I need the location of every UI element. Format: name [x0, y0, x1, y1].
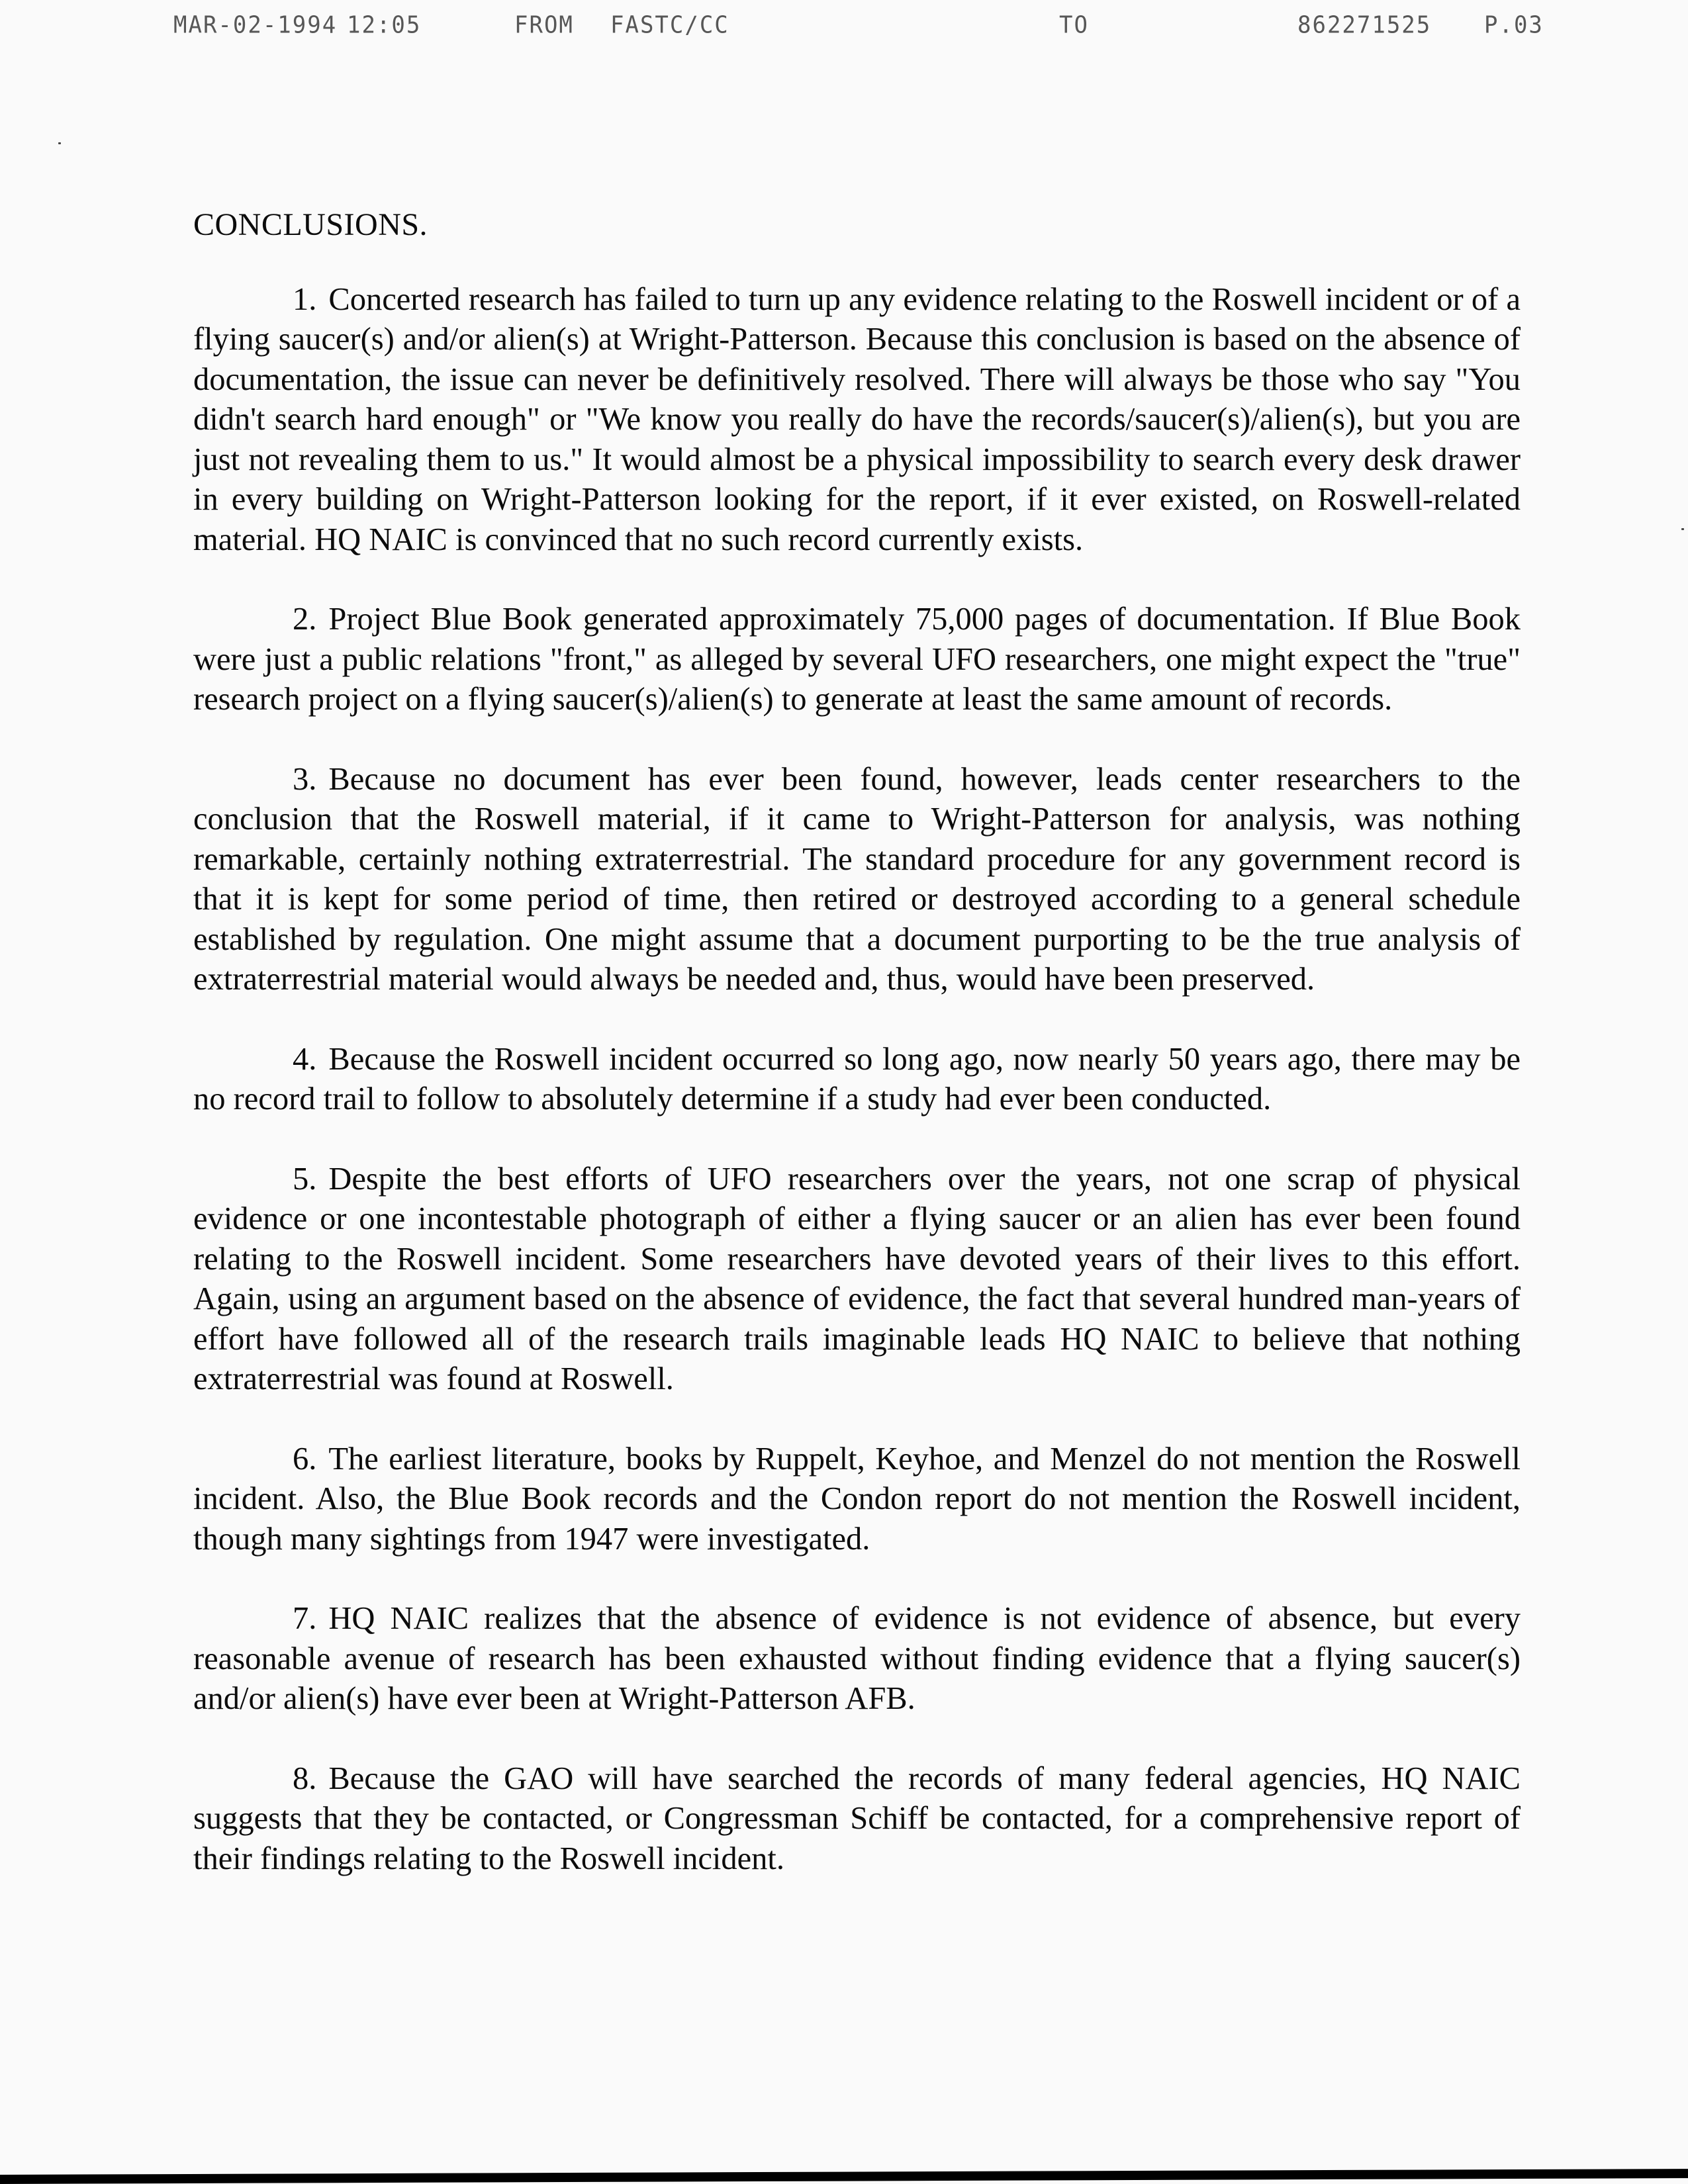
scan-speck: [1681, 528, 1684, 530]
paragraph-text: HQ NAIC realizes that the absence of evidence is not evidence of absence, but every reasonable avenue of research has been exhausted without finding evidence that a flying saucer(s) and/or alien(s) have ever been at Wright-Patterson AFB.: [193, 1601, 1521, 1716]
fax-transmission-header: [173, 11, 1550, 46]
fax-from-label: FROM: [514, 11, 574, 39]
conclusion-paragraph: [193, 1439, 1521, 1560]
fax-time: 12:05: [347, 11, 422, 39]
paragraph-number: 8.: [293, 1760, 317, 1796]
conclusion-paragraph: [193, 1599, 1521, 1719]
scan-speck: [58, 142, 61, 144]
fax-recipient-number: 862271525: [1297, 11, 1432, 39]
section-heading: CONCLUSIONS.: [193, 207, 428, 242]
fax-page-number: P.03: [1484, 11, 1544, 39]
document-body: [193, 205, 1521, 1919]
conclusion-paragraph: [193, 760, 1521, 1000]
paragraph-text: The earliest literature, books by Ruppelt, Keyhoe, and Menzel do not mention the Roswell incident. Also, the Blue Book records and the Condon report do not mention the Roswell incident, though many sightings from 1947 were investigated.: [193, 1441, 1521, 1557]
conclusion-paragraph: [193, 1040, 1521, 1120]
paragraph-number: 5.: [293, 1161, 317, 1197]
conclusion-paragraph: [193, 1160, 1521, 1400]
conclusion-paragraph: [193, 600, 1521, 720]
paragraph-number: 2.: [293, 602, 317, 637]
paragraph-text: Project Blue Book generated approximately 75,000 pages of documentation. If Blue Book were just a public relations "front," as alleged by several UFO researchers, one might expect the "true" research project on a flying saucer(s)/alien(s) to generate at least the same amount of records.: [193, 602, 1521, 717]
paragraph-text: Because no document has ever been found, however, leads center researchers to the conclusion that the Roswell material, if it came to Wright-Patterson for analysis, was nothing remarkable, certainly nothing extraterrestrial. The standard procedure for any government record is that it is kept for some period of time, then retired or destroyed according to a general schedule established by regulation. One might assume that a document purporting to be the true analysis of extraterrestrial material would always be needed and, thus, would have been preserved.: [193, 761, 1521, 997]
paragraph-number: 3.: [293, 761, 317, 797]
fax-sender: FASTC/CC: [610, 11, 729, 39]
fax-date: MAR-02-1994: [173, 11, 338, 39]
paragraph-number: 4.: [293, 1041, 317, 1077]
paragraph-text: Because the GAO will have searched the records of many federal agencies, HQ NAIC suggests that they be contacted, or Congressman Schiff be contacted, for a comprehensive report of their findings relating to the Roswell incident.: [193, 1760, 1521, 1876]
scan-bottom-border: [0, 2169, 1688, 2184]
fax-to-label: TO: [1059, 11, 1089, 39]
conclusion-paragraph: [193, 1759, 1521, 1880]
paragraph-text: Despite the best efforts of UFO researchers over the years, not one scrap of physical evidence or one incontestable photograph of either a flying saucer or an alien has ever been found relating to the Roswell incident. Some researchers have devoted years of their lives to this effort. Again, using an argument based on the absence of evidence, the fact that several hundred man-years of effort have followed all of the research trails imaginable leads HQ NAIC to believe that nothing extraterrestrial was found at Roswell.: [193, 1161, 1521, 1396]
paragraph-number: 6.: [293, 1441, 317, 1477]
paragraph-text: Because the Roswell incident occurred so long ago, now nearly 50 years ago, there may be no record trail to follow to absolutely determine if a study had ever been conducted.: [193, 1041, 1521, 1116]
paragraph-number: 7.: [293, 1601, 317, 1636]
paragraph-text: Concerted research has failed to turn up any evidence relating to the Roswell incident or of a flying saucer(s) and/or alien(s) at Wright-Patterson. Because this conclusion is based on the absence of documentation, the issue can never be definitively resolved. There will always be those who say "You didn't search hard enough" or "We know you really do have the records/saucer(s)/alien(s), but you are just not revealing them to us." It would almost be a physical impossibility to search every desk drawer in every building on Wright-Patterson looking for the report, if it ever existed, on Roswell-related material. HQ NAIC is convinced that no such record currently exists.: [193, 281, 1521, 557]
conclusion-paragraph: [193, 280, 1521, 561]
paragraph-number: 1.: [293, 281, 317, 317]
